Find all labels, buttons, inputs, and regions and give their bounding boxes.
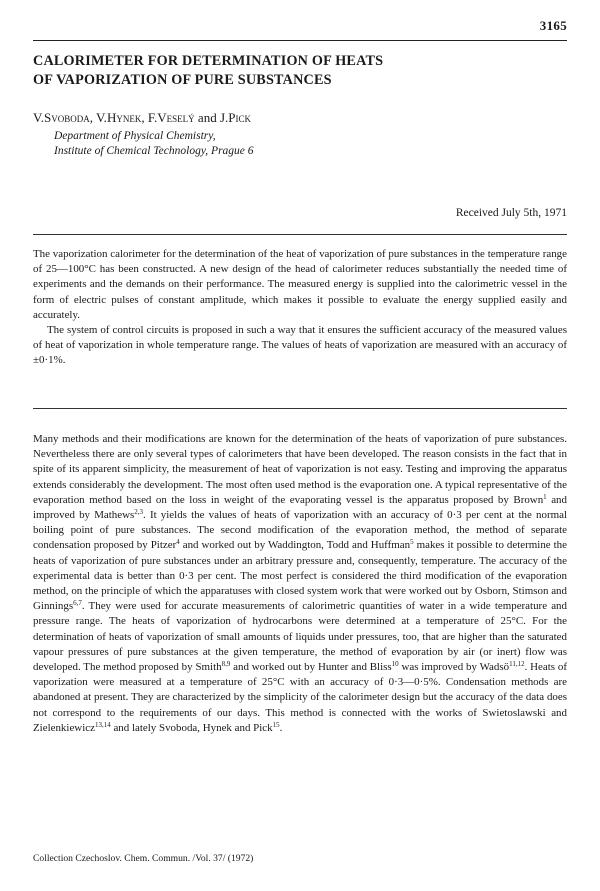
author-2-surname: Hynek	[106, 110, 142, 125]
citation-reference: 13,14	[94, 720, 111, 729]
author-1-surname: Svoboda	[43, 110, 90, 125]
journal-footer: Collection Czechoslov. Chem. Commun. /Vol. 37/ (1972)	[33, 853, 254, 864]
citation-reference: 15	[272, 720, 280, 729]
author-4-surname: Pick	[228, 110, 251, 125]
abstract-rule-top	[33, 234, 567, 235]
abstract-rule-bottom	[33, 408, 567, 409]
citation-reference: 1	[543, 492, 547, 501]
body-text-run: and lately Svoboda, Hynek and Pick	[110, 721, 273, 734]
citation-reference: 5	[410, 538, 414, 547]
author-3-initial: F.	[147, 110, 158, 125]
citation-reference: 11,12	[509, 660, 525, 669]
author-2-initial: V.	[95, 110, 107, 125]
author-separator: ,	[141, 110, 148, 125]
header-rule	[33, 40, 567, 41]
author-list	[33, 110, 251, 126]
citation-reference: 8,9	[221, 660, 231, 669]
author-4-initial: J.	[219, 110, 229, 125]
title-line-1: CALORIMETER FOR DETERMINATION OF HEATS	[33, 53, 384, 69]
body-text-run: and worked out by Hunter and Bliss	[230, 661, 392, 674]
body-text-run: . It yields the values of heats of vaporization with an accuracy of 0·3 per cent at the normal boiling point of pure substances. The second modification of the evaporation method, the method of separate condensation proposed by Pitzer	[33, 509, 568, 552]
body-text-run: . Heats of vaporization were measured at a temperature of 25°C with an accuracy of 0·3—0·5%. Condensation methods are abandoned at present. They are characterized by the simplicity of the calorimeter design but the accuracy of the data does not correspond to the requirements of our days. This method is connected with the works of Swietoslawski and Zielenkiewicz	[33, 661, 567, 734]
citation-reference: 2,3	[134, 508, 144, 517]
body-text-run: . They were used for accurate measurements of calorimetric quantities of water in a wide temperature and pressure range. The heats of vaporization of hydrocarbons were determined at a temperature of 25°C. For the determination of heats of vaporization of small amounts of liquids under pressures, too, that are higher than the saturated vapour pressures of pure substances at the given temperature, the method of evaporation by air (or inert) flow was developed. The method proposed by Smith	[33, 600, 567, 674]
abstract-paragraph-2: The system of control circuits is proposed in such a way that it ensures the sufficient accuracy of the measured values of heat of vaporization in whole temperature range. The values of heats of vaporization are measured with an accuracy of ±0·1%.	[33, 324, 567, 367]
title-line-2: OF VAPORIZATION OF PURE SUBSTANCES	[33, 72, 332, 88]
body-paragraph-1	[33, 432, 567, 736]
article-title	[33, 52, 567, 90]
affiliation-line-1: Department of Physical Chemistry,	[54, 130, 216, 142]
author-separator: ,	[89, 110, 96, 125]
body-text-run: Many methods and their modifications are known for the determination of the heats of vaporization of pure substances. Nevertheless there are only several types of calorimeters that have been developed. The reason consists in the fact that in spite of its apparent simplicity, the measurement of heat of vaporization is not easy. Testing and improving the apparatus extends considerably the development. The most often used method is the evaporation one. A typical representative of the evaporation method based on the loss in weight of the evaporating vessel is the apparatus proposed by Brown	[33, 433, 567, 506]
citation-reference: 10	[391, 660, 399, 669]
body-text-run: and improved by Mathews	[33, 493, 567, 522]
abstract-paragraph-1: The vaporization calorimeter for the determination of the heat of vaporization of pure substances in the temperature range of 25—100°C has been constructed. A new design of the head of calorimeter reduces substantially the needed time of experiments and the demands on their performance. The measured energy is supplied into the calorimetric vessel in the form of electric pulses of constant amplitude, which makes it possible to evaluate the energy supplied easily and accurately.	[33, 248, 567, 321]
page-number: 3165	[539, 18, 567, 33]
received-date: Received July 5th, 1971	[455, 207, 567, 219]
citation-reference: 6,7	[73, 599, 82, 608]
body-text-run: .	[279, 721, 283, 734]
body-text-run: was improved by Wadsö	[398, 661, 510, 674]
body-text-run: makes it possible to determine the heats of vaporization of pure substances under an arbitrary pressure and, consequently, temperature. The accuracy of the experimental data is better than 0·3 per cent. The most perfect is considered the third modification of the evaporation method, on the principle of which the apparatuses with closed system work that were worked out by Osborn, Stimson and Ginnings	[33, 539, 567, 613]
body-text-run: and worked out by Waddington, Todd and Huffman	[179, 539, 411, 552]
author-3-surname: Veselý	[157, 110, 195, 125]
author-separator: and	[194, 110, 220, 125]
author-1-initial: V.	[33, 110, 44, 125]
body-text	[33, 432, 567, 736]
affiliation-line-2: Institute of Chemical Technology, Prague 6	[54, 145, 254, 157]
citation-reference: 4	[176, 538, 180, 547]
affiliation	[54, 129, 254, 159]
abstract	[33, 247, 567, 369]
